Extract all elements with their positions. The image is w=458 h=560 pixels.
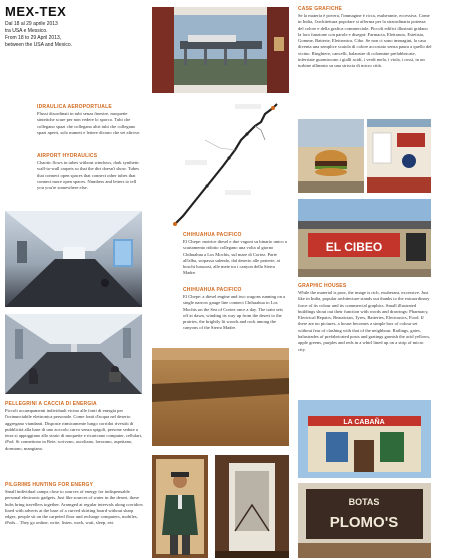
heading-pilgrims: PILGRIMS HUNTING FOR ENERGY bbox=[5, 482, 94, 488]
heading-idraulica: IDRAULICA AEROPORTUALE bbox=[37, 104, 112, 110]
text-pellegrini: Piccoli accampamenti individuali vicino alle fonti di energia per l'irrinunciabile elettronica personale. Come fonti d'acqua nel deserto aggregano viandanti. Disposte ritmicamente lungo corridoi rivestiti di pubblicità alla base di uno zoccolo curvo senza spigoli, persone sedute a terra si appoggiano allo strato di moquette e ricaricano computer, cellulari, iPod. Si connettono in Rete, scrivono, ascoltano, lavorano, aspettano, dormono, mangiano. bbox=[5, 408, 143, 451]
la-cabana-photo bbox=[298, 400, 431, 478]
heading-chihuahua-en: CHIHUAHUA PACIFICO bbox=[183, 287, 242, 293]
heading-case: CASE GRAFICHE bbox=[298, 6, 342, 12]
burger-building-photo bbox=[298, 119, 364, 193]
el-cibeo-sign: EL CIBEO bbox=[325, 240, 383, 254]
text-case: Se la materia è povera, l'immagine è ricca, esuberante, eccessiva. Come in India, l'architettura popolare si afferma per la straordinaria potenza del colore e della grafica commerciale. Piccoli edifici illustrati gridano la loro funzione con parole e disegni: Farmacia, Elettrauto, Estetista, Gomme, Batterie, Elettronica, Cibo. Se non ci sono immagini, la casa diventa una semplice scatola di colore accostato senza paura a quello del vicino. Ringhiere, cancelli, balaustre di colonnine prefabbricate, inferriate guarniscono i gialli acidi, i verdi mela, i viola, i rossi, in un turbine allineato su una striscia di micro città. bbox=[298, 13, 432, 69]
text-idraulica: Flussi disordinati in tubi senza finestre, moquette sintetiche scure per non vedere lo sporco. Tubi che collegano spazi che collegano altri tubi che collegano spazi aperti, solo numeri e lettere dicono che sei altrove. bbox=[37, 111, 141, 135]
intro-line: between the USA and Mexico. bbox=[5, 42, 72, 48]
heading-graphic: GRAPHIC HOUSES bbox=[298, 283, 347, 289]
railway-route-map bbox=[165, 100, 285, 230]
train-bridge-photo bbox=[152, 7, 289, 93]
heading-chihuahua-it: CHIHUAHUA PACIFICO bbox=[183, 232, 242, 238]
train-doorway-photo bbox=[215, 455, 289, 558]
intro-line: Dal 18 al 29 aprile 2013 bbox=[5, 21, 58, 27]
text-pilgrims: Small individual camps close to sources of energy for indispensable personal electronic gadgets. Just like sources of water in the desert, these hubs bring travellers together. Arranged at regular intervals along corridors lined with adverts at the base of a curved skirting board without sharp edges, people sit on the carpeted floor and recharge computers, mobiles, iPods... They go online, write, listen, work, wait, sleep, eat. bbox=[5, 489, 143, 526]
text-airport: Chaotic flows in tubes without windows, dark synthetic wall-to-wall carpets so that the dirt doesn't show. Tubes that connect open spaces that connect other tubes that connect more open spaces. Numbers and letters to tell you you're somewhere else. bbox=[37, 160, 140, 191]
page-title: MEX-TEX bbox=[5, 4, 67, 19]
intro-line: From 18 to 29 April 2013, bbox=[5, 35, 62, 41]
heading-pellegrini: PELLEGRINI A CACCIA DI ENERGIA bbox=[5, 401, 97, 407]
intro-text bbox=[5, 21, 145, 49]
travellers-photo bbox=[5, 314, 142, 394]
el-cibeo-photo bbox=[298, 199, 431, 277]
text-graphic: While the material is poor, the image is rich, exuberant, excessive. Just like in India, popular architecture stands out thanks to the extraordinary force of its colour and its commercial graphics. Small illustrated buildings shout out their function with words and drawings: Pharmacy, Electrical Repairs, Beautician, Tyres, Batteries, Electronics, Food. If there are no pictures, a house becomes a simple box of colour set without fear of clashing with that of the neighbour. Railings, gates, balustrades of prefabricated posts and gratings garnish the acid yellows, apple greens, purples and reds in a whirl lined up on a strip of micro city. bbox=[298, 290, 431, 352]
botas-sign: BOTAS bbox=[348, 497, 380, 507]
la-cabana-sign: LA CABAÑA bbox=[343, 419, 385, 426]
intro-line: tra USA e Messico. bbox=[5, 28, 48, 34]
airport-corridor-photo bbox=[5, 211, 142, 307]
conductor-photo bbox=[152, 455, 208, 558]
botas-plomos-photo bbox=[298, 483, 431, 558]
plomos-sign: PLOMO'S bbox=[329, 514, 399, 531]
heading-airport: AIRPORT HYDRAULICS bbox=[37, 153, 98, 159]
text-chihuahua-en: El Chepe: a diesel engine and two wagons running on a single narrow gauge line connect Chihuahua to Los Mochis on the Sea of Cortez once a day. The train sets off at dawn, winding its way up from the desert to the prairies, the brightly lit woods and rock among the canyons of the Sierra Madre. bbox=[183, 294, 286, 331]
text-chihuahua-it: El Chepe: motrice diesel e due vagoni su binario unico a scartamento ridotto collegano una volta al giorno Chihuahua a Los Mochis, sul mare di Cortez. Parte all'alba, sorpassa salendo, dal deserto alle praterie, ai boschi lussuosi, alle mete tra i canyon della Sierra Madre. bbox=[183, 239, 287, 276]
desert-shadow-photo bbox=[152, 348, 289, 446]
painted-wall-photo bbox=[367, 119, 431, 193]
